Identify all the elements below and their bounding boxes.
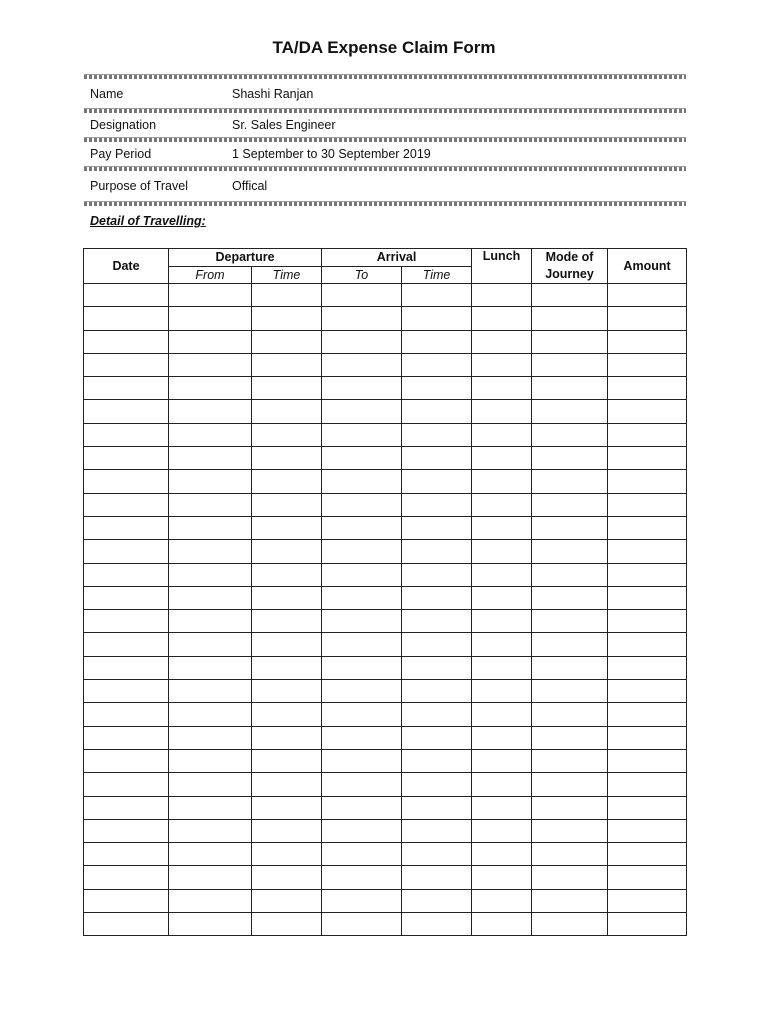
table-cell[interactable] [402,656,472,679]
table-row [84,913,687,936]
table-cell[interactable] [472,633,532,656]
table-cell[interactable] [252,913,322,936]
table-cell[interactable] [84,586,169,609]
table-cell[interactable] [322,749,402,772]
table-cell[interactable] [402,843,472,866]
table-cell[interactable] [532,680,608,703]
table-row [84,656,687,679]
to-subheader: To [322,266,402,284]
table-cell[interactable] [252,284,322,307]
table-cell[interactable] [608,353,687,376]
table-cell[interactable] [532,447,608,470]
table-row [84,400,687,423]
table-cell[interactable] [472,423,532,446]
table-cell[interactable] [532,470,608,493]
table-row [84,726,687,749]
table-cell[interactable] [84,516,169,539]
arrival-time-subheader: Time [402,266,472,284]
form-title: TA/DA Expense Claim Form [272,38,496,57]
table-cell[interactable] [472,610,532,633]
table-cell[interactable] [169,516,252,539]
table-cell[interactable] [84,726,169,749]
table-cell[interactable] [402,563,472,586]
table-cell[interactable] [472,284,532,307]
table-cell[interactable] [169,540,252,563]
table-row [84,819,687,842]
table-cell[interactable] [472,470,532,493]
table-cell[interactable] [402,749,472,772]
purpose-label: Purpose of Travel [90,179,188,193]
table-cell[interactable] [169,656,252,679]
table-cell[interactable] [322,447,402,470]
table-cell[interactable] [402,330,472,353]
name-value: Shashi Ranjan [232,86,314,101]
table-cell[interactable] [472,889,532,912]
table-cell[interactable] [322,913,402,936]
table-cell[interactable] [472,377,532,400]
table-cell[interactable] [532,540,608,563]
table-cell[interactable] [252,447,322,470]
table-cell[interactable] [608,656,687,679]
table-cell[interactable] [169,749,252,772]
table-cell[interactable] [322,330,402,353]
separator-line [84,201,686,206]
table-cell[interactable] [252,493,322,516]
table-cell[interactable] [84,889,169,912]
table-cell[interactable] [532,656,608,679]
table-cell[interactable] [169,889,252,912]
table-cell[interactable] [322,586,402,609]
table-cell[interactable] [169,400,252,423]
table-row [84,866,687,889]
table-cell[interactable] [252,866,322,889]
table-cell[interactable] [608,819,687,842]
travel-table-body [84,284,687,936]
table-cell[interactable] [608,866,687,889]
table-cell[interactable] [169,353,252,376]
table-cell[interactable] [252,796,322,819]
table-cell[interactable] [402,773,472,796]
table-cell[interactable] [169,633,252,656]
table-cell[interactable] [322,610,402,633]
table-cell[interactable] [532,586,608,609]
table-cell[interactable] [402,796,472,819]
table-cell[interactable] [84,610,169,633]
table-cell[interactable] [84,307,169,330]
table-cell[interactable] [322,680,402,703]
table-cell[interactable] [402,353,472,376]
table-cell[interactable] [402,633,472,656]
table-row [84,307,687,330]
table-row [84,749,687,772]
from-subheader: From [169,266,252,284]
table-cell[interactable] [532,843,608,866]
table-cell[interactable] [84,540,169,563]
table-row [84,423,687,446]
table-cell[interactable] [252,540,322,563]
table-cell[interactable] [252,516,322,539]
table-cell[interactable] [252,400,322,423]
table-cell[interactable] [252,377,322,400]
table-cell[interactable] [608,377,687,400]
table-cell[interactable] [169,726,252,749]
table-cell[interactable] [322,726,402,749]
table-row [84,796,687,819]
table-cell[interactable] [84,843,169,866]
table-cell[interactable] [472,843,532,866]
table-cell[interactable] [169,610,252,633]
table-cell[interactable] [532,493,608,516]
table-cell[interactable] [322,470,402,493]
table-cell[interactable] [169,819,252,842]
table-cell[interactable] [169,913,252,936]
table-cell[interactable] [322,796,402,819]
table-cell[interactable] [532,703,608,726]
table-row [84,563,687,586]
designation-label: Designation [90,118,157,132]
table-cell[interactable] [252,819,322,842]
table-cell[interactable] [252,586,322,609]
table-cell[interactable] [252,843,322,866]
table-cell[interactable] [84,703,169,726]
table-cell[interactable] [402,400,472,423]
table-cell[interactable] [608,843,687,866]
table-cell[interactable] [169,377,252,400]
table-row [84,284,687,307]
amount-header: Amount [608,249,687,284]
table-cell[interactable] [532,773,608,796]
table-cell[interactable] [322,423,402,446]
pay-period-label: Pay Period [90,147,152,161]
table-cell[interactable] [532,749,608,772]
table-cell[interactable] [472,307,532,330]
table-cell[interactable] [322,493,402,516]
table-cell[interactable] [322,843,402,866]
employee-info-block [84,74,686,206]
table-cell[interactable] [84,866,169,889]
lunch-header: Lunch [472,249,532,284]
table-cell[interactable] [608,540,687,563]
table-cell[interactable] [84,656,169,679]
info-row-name [84,79,686,108]
table-cell[interactable] [402,889,472,912]
arrival-header: Arrival [322,249,472,267]
table-cell[interactable] [532,819,608,842]
departure-time-subheader: Time [252,266,322,284]
table-cell[interactable] [169,307,252,330]
table-cell[interactable] [402,284,472,307]
table-cell[interactable] [84,284,169,307]
table-row [84,889,687,912]
table-cell[interactable] [402,470,472,493]
table-cell[interactable] [608,610,687,633]
table-cell[interactable] [169,563,252,586]
table-cell[interactable] [402,586,472,609]
table-cell[interactable] [532,400,608,423]
table-cell[interactable] [402,447,472,470]
table-cell[interactable] [252,889,322,912]
table-cell[interactable] [169,843,252,866]
table-cell[interactable] [532,307,608,330]
table-cell[interactable] [402,307,472,330]
table-cell[interactable] [472,586,532,609]
table-row [84,540,687,563]
table-cell[interactable] [252,307,322,330]
table-cell[interactable] [252,726,322,749]
table-cell[interactable] [472,330,532,353]
table-cell[interactable] [169,703,252,726]
table-cell[interactable] [472,656,532,679]
info-row-designation [84,113,686,137]
table-cell[interactable] [322,540,402,563]
table-cell[interactable] [608,563,687,586]
table-cell[interactable] [252,330,322,353]
table-cell[interactable] [252,773,322,796]
table-cell[interactable] [84,377,169,400]
table-cell[interactable] [84,633,169,656]
table-cell[interactable] [402,866,472,889]
table-cell[interactable] [402,516,472,539]
table-cell[interactable] [169,773,252,796]
table-row [84,470,687,493]
table-cell[interactable] [472,796,532,819]
table-cell[interactable] [608,726,687,749]
table-cell[interactable] [532,866,608,889]
table-cell[interactable] [472,447,532,470]
table-cell[interactable] [532,889,608,912]
table-cell[interactable] [252,633,322,656]
table-cell[interactable] [322,563,402,586]
mode-of-journey-header [532,249,608,284]
table-cell[interactable] [252,610,322,633]
table-cell[interactable] [84,423,169,446]
table-row [84,703,687,726]
table-cell[interactable] [84,330,169,353]
table-cell[interactable] [322,400,402,423]
table-cell[interactable] [472,726,532,749]
table-row [84,610,687,633]
table-cell[interactable] [402,540,472,563]
table-cell[interactable] [532,726,608,749]
table-cell[interactable] [608,749,687,772]
table-cell[interactable] [252,703,322,726]
table-cell[interactable] [169,866,252,889]
table-cell[interactable] [402,726,472,749]
table-cell[interactable] [322,377,402,400]
table-cell[interactable] [252,749,322,772]
table-cell[interactable] [472,866,532,889]
table-cell[interactable] [84,400,169,423]
table-cell[interactable] [169,796,252,819]
table-cell[interactable] [608,470,687,493]
table-cell[interactable] [84,819,169,842]
departure-header: Departure [169,249,322,267]
table-cell[interactable] [608,284,687,307]
table-cell[interactable] [608,889,687,912]
table-cell[interactable] [402,423,472,446]
table-cell[interactable] [84,447,169,470]
table-cell[interactable] [322,819,402,842]
section-heading-travelling: Detail of Travelling: [90,214,206,228]
table-cell[interactable] [252,470,322,493]
table-cell[interactable] [322,889,402,912]
table-cell[interactable] [84,353,169,376]
table-row [84,493,687,516]
table-cell[interactable] [84,493,169,516]
table-cell[interactable] [169,284,252,307]
table-cell[interactable] [402,913,472,936]
table-cell[interactable] [84,913,169,936]
table-cell[interactable] [169,447,252,470]
table-cell[interactable] [402,703,472,726]
table-cell[interactable] [402,610,472,633]
table-cell[interactable] [84,773,169,796]
table-cell[interactable] [252,656,322,679]
table-cell[interactable] [608,680,687,703]
table-row [84,773,687,796]
table-cell[interactable] [532,330,608,353]
table-cell[interactable] [472,493,532,516]
table-row [84,447,687,470]
table-cell[interactable] [608,447,687,470]
table-row [84,680,687,703]
table-cell[interactable] [402,680,472,703]
table-cell[interactable] [169,680,252,703]
table-cell[interactable] [532,913,608,936]
table-cell[interactable] [84,470,169,493]
table-cell[interactable] [169,586,252,609]
table-cell[interactable] [532,796,608,819]
table-cell[interactable] [472,703,532,726]
table-cell[interactable] [472,819,532,842]
mode-header-line1: Mode of [545,250,594,264]
table-cell[interactable] [322,773,402,796]
table-cell[interactable] [322,703,402,726]
table-cell[interactable] [169,330,252,353]
table-cell[interactable] [169,470,252,493]
table-cell[interactable] [84,796,169,819]
table-cell[interactable] [322,516,402,539]
table-row [84,353,687,376]
table-cell[interactable] [322,633,402,656]
table-cell[interactable] [322,353,402,376]
table-cell[interactable] [472,353,532,376]
designation-value: Sr. Sales Engineer [232,118,336,132]
table-cell[interactable] [252,680,322,703]
info-row-purpose [84,171,686,201]
table-cell[interactable] [608,423,687,446]
table-cell[interactable] [169,423,252,446]
table-cell[interactable] [84,749,169,772]
table-cell[interactable] [608,633,687,656]
table-cell[interactable] [472,540,532,563]
table-cell[interactable] [608,773,687,796]
table-cell[interactable] [532,423,608,446]
table-row [84,633,687,656]
table-cell[interactable] [472,563,532,586]
table-cell[interactable] [608,703,687,726]
table-cell[interactable] [472,749,532,772]
table-cell[interactable] [472,773,532,796]
table-cell[interactable] [532,377,608,400]
table-cell[interactable] [472,400,532,423]
table-cell[interactable] [532,353,608,376]
purpose-value: Offical [232,179,268,193]
mode-header-line2: Journey [545,267,594,281]
table-cell[interactable] [322,307,402,330]
table-cell[interactable] [532,563,608,586]
table-cell[interactable] [608,493,687,516]
table-cell[interactable] [252,353,322,376]
table-cell[interactable] [608,516,687,539]
table-row [84,843,687,866]
info-row-pay-period [84,142,686,166]
pay-period-value: 1 September to 30 September 2019 [232,147,431,161]
table-cell[interactable] [322,656,402,679]
table-cell[interactable] [608,307,687,330]
table-cell[interactable] [608,796,687,819]
table-cell[interactable] [532,516,608,539]
table-cell[interactable] [84,563,169,586]
table-row [84,516,687,539]
name-label: Name [90,86,124,101]
table-cell[interactable] [608,913,687,936]
table-cell[interactable] [322,866,402,889]
table-cell[interactable] [252,423,322,446]
table-cell[interactable] [608,330,687,353]
date-header: Date [84,249,169,284]
table-cell[interactable] [608,586,687,609]
table-cell[interactable] [532,284,608,307]
table-cell[interactable] [532,610,608,633]
table-cell[interactable] [252,563,322,586]
table-cell[interactable] [472,516,532,539]
table-cell[interactable] [532,633,608,656]
table-row [84,377,687,400]
table-cell[interactable] [402,377,472,400]
table-cell[interactable] [402,493,472,516]
travel-details-table [83,248,687,936]
table-cell[interactable] [472,680,532,703]
table-cell[interactable] [169,493,252,516]
table-cell[interactable] [608,400,687,423]
table-row [84,586,687,609]
table-cell[interactable] [84,680,169,703]
table-cell[interactable] [402,819,472,842]
table-cell[interactable] [472,913,532,936]
table-cell[interactable] [322,284,402,307]
table-row [84,330,687,353]
